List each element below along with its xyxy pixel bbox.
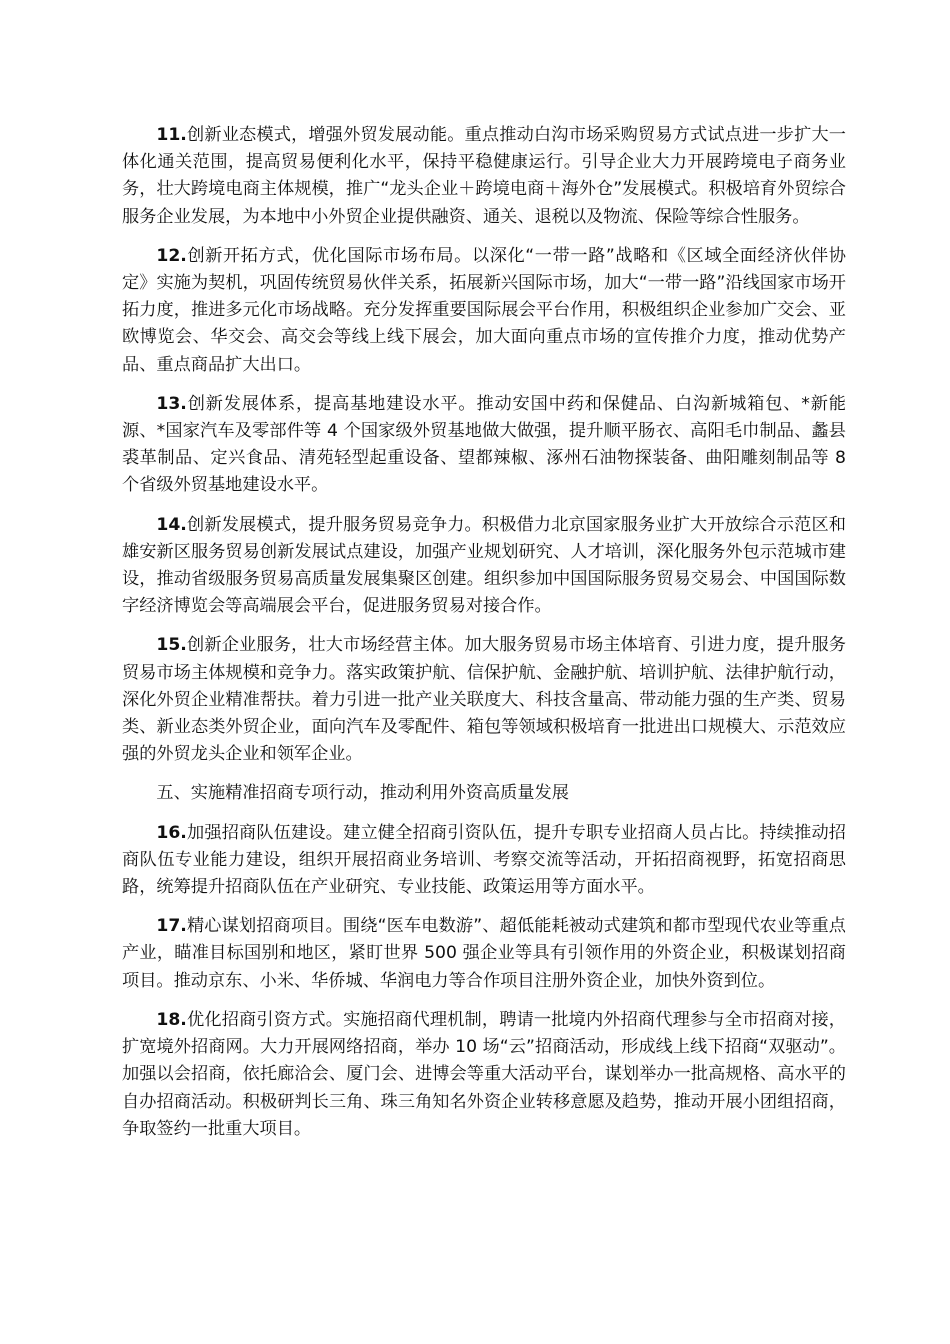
- paragraph-18: [122, 1007, 846, 1143]
- paragraph-17: [122, 913, 846, 995]
- paragraph-number: 11.: [156, 125, 187, 145]
- paragraph-13: [122, 391, 846, 500]
- paragraph-12: [122, 243, 846, 379]
- paragraph-text: 优化招商引资方式。实施招商代理机制，聘请一批境内外招商代理参与全市招商对接，扩宽境外招商网。大力开展网络招商，举办 10 场“云”招商活动，形成线上线下招商“双驱动”。加强以会招商，依托廊洽会、厦门会、进博会等重大活动平台，谋划举办一批高规格、高水平的自办招商活动。积极研判长三角、珠三角知名外资企业转移意愿及趋势，推动开展小团组招商，争取签约一批重大项目。: [122, 1009, 846, 1139]
- paragraph-text: 精心谋划招商项目。围绕“医车电数游”、超低能耗被动式建筑和都市型现代农业等重点产业，瞄准目标国别和地区，紧盯世界 500 强企业等具有引领作用的外资企业，积极谋划招商项目。推动京东、小米、华侨城、华润电力等合作项目注册外资企业，加快外资到位。: [122, 916, 846, 991]
- paragraph-number: 13.: [156, 393, 187, 414]
- document-page: [122, 122, 846, 1155]
- paragraph-16: [122, 820, 846, 902]
- section-heading: 五、实施精准招商专项行动，推动利用外资高质量发展: [156, 783, 569, 804]
- paragraph-number: 12.: [156, 245, 187, 266]
- paragraph-text: 加强招商队伍建设。建立健全招商引资队伍，提升专职专业招商人员占比。持续推动招商队伍专业能力建设，组织开展招商业务培训、考察交流等活动，开拓招商视野，拓宽招商思路，统筹提升招商队伍在产业研究、专业技能、政策运用等方面水平。: [122, 822, 846, 898]
- paragraph-number: 15.: [156, 635, 187, 656]
- paragraph-14: [122, 512, 846, 621]
- paragraph-text: 创新发展模式，提升服务贸易竞争力。积极借力北京国家服务业扩大开放综合示范区和雄安新区服务贸易创新发展试点建设，加强产业规划研究、人才培训，深化服务外包示范城市建设，推动省级服务贸易高质量发展集聚区创建。组织参加中国国际服务贸易交易会、中国国际数字经济博览会等高端展会平台，促进服务贸易对接合作。: [122, 514, 846, 617]
- paragraph-15: [122, 632, 846, 768]
- paragraph-text: 创新业态模式，增强外贸发展动能。重点推动白沟市场采购贸易方式试点进一步扩大一体化通关范围，提高贸易便利化水平，保持平稳健康运行。引导企业大力开展跨境电子商务业务，壮大跨境电商主体规模，推广“龙头企业＋跨境电商＋海外仓”发展模式。积极培育外贸综合服务企业发展，为本地中小外贸企业提供融资、通关、退税以及物流、保险等综合性服务。: [122, 125, 846, 227]
- paragraph-number: 18.: [156, 1009, 187, 1030]
- paragraph-number: 14.: [156, 514, 187, 535]
- paragraph-text: 创新发展体系，提高基地建设水平。推动安国中药和保健品、白沟新城箱包、*新能源、*国家汽车及零部件等 4 个国家级外贸基地做大做强，提升顺平肠衣、高阳毛巾制品、蠡县裘革制品、定兴食品、清苑轻型起重设备、望都辣椒、涿州石油物探装备、曲阳雕刻制品等 8 个省级外贸基地建设水平。: [122, 393, 846, 496]
- paragraph-11: [122, 122, 846, 231]
- paragraph-text: 创新企业服务，壮大市场经营主体。加大服务贸易市场主体培育、引进力度，提升服务贸易市场主体规模和竞争力。落实政策护航、信保护航、金融护航、培训护航、法律护航行动，深化外贸企业精准帮扶。着力引进一批产业关联度大、科技含量高、带动能力强的生产类、贸易类、新业态类外贸企业，面向汽车及零配件、箱包等领域积极培育一批进出口规模大、示范效应强的外贸龙头企业和领军企业。: [122, 635, 846, 765]
- paragraph-text: 创新开拓方式，优化国际市场布局。以深化“一带一路”战略和《区域全面经济伙伴协定》实施为契机，巩固传统贸易伙伴关系，拓展新兴国际市场，加大“一带一路”沿线国家市场开拓力度，推进多元化市场战略。充分发挥重要国际展会平台作用，积极组织企业参加广交会、亚欧博览会、华交会、高交会等线上线下展会，加大面向重点市场的宣传推介力度，推动优势产品、重点商品扩大出口。: [122, 245, 846, 375]
- paragraph-number: 16.: [156, 822, 187, 843]
- paragraph-number: 17.: [156, 916, 187, 937]
